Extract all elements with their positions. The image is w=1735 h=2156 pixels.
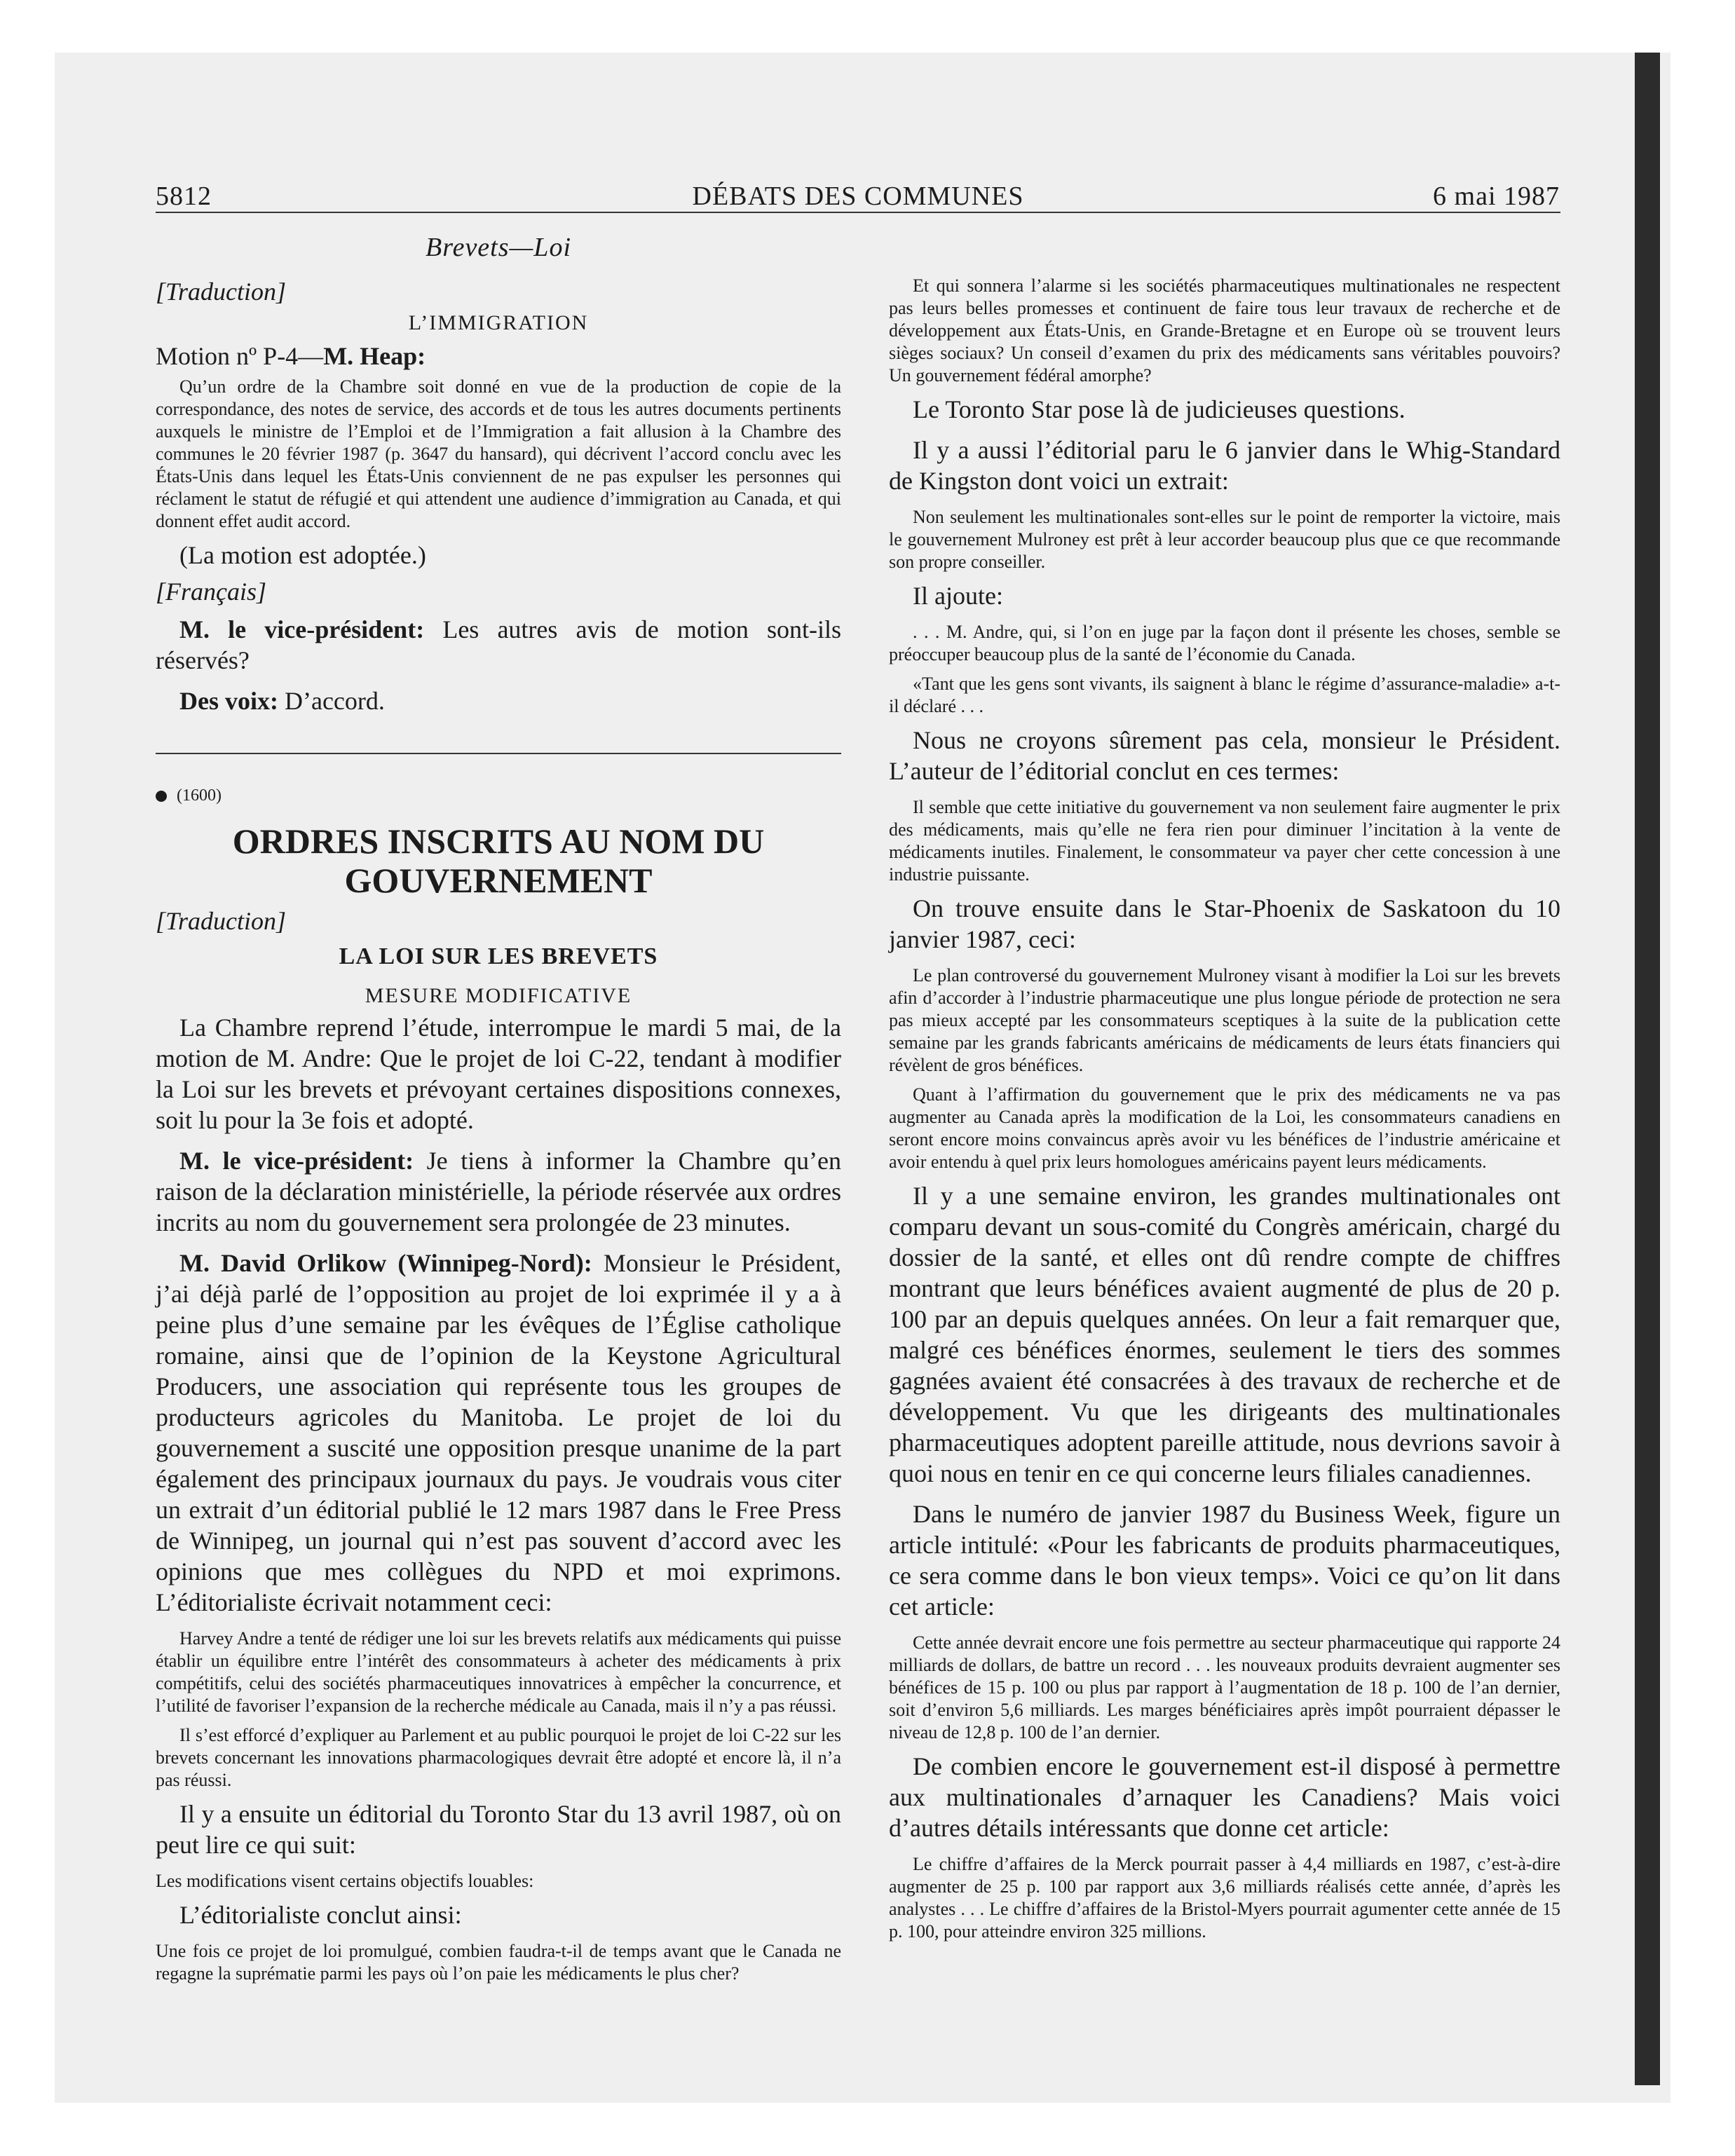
quote-cette-annee: Cette année devrait encore une fois permettre au secteur pharmaceutique qui rapporte 24 milliards de dollars, de battre un record . . . les nouveaux produits devraient augmenter ses bénéfices de 15 p. 100 ou plus par rapport à l’augmentation de 18 p. 100 de l’an dernier, soit d’environ 5,6 milliards. Les marges bénéficiaires après impôt pourraient dépasser le niveau de 12,8 p. 100 de l’an dernier. [889, 1632, 1560, 1742]
motion-speaker: M. Heap: [323, 342, 426, 370]
orders-heading: ORDRES INSCRITS AU NOM DU GOUVERNEMENT [232, 821, 765, 900]
running-head: Brevets—Loi [425, 233, 571, 262]
paragraph-combien: De combien encore le gouvernement est-il disposé à permettre aux multinationales d’arnaquer les Canadiens? Mais voici d’autres détails intéressants que donne cet article: [889, 1752, 1560, 1842]
quote-merck: Le chiffre d’affaires de la Merck pourrait passer à 4,4 milliards en 1987, c’est-à-dire augmenter de 25 p. 100 par rapport aux 3,6 milliards réalisés cette année, d’après les analystes . . . Le chiffre d’affaires de la Bristol-Myers pourrait agumenter cette année de 15 p. 100, pour atteindre environ 325 millions. [889, 1854, 1560, 1942]
quote-efforce: Il s’est efforcé d’expliquer au Parlement et au public pourquoi le projet de loi C-22 sur les brevets concernant les innovations pharmacologiques devrait être adopté et encore là, il n’a pas réussi. [156, 1725, 841, 1790]
quote-andre: . . . M. Andre, qui, si l’on en juge par la façon dont il présente les choses, semble se préoccuper beaucoup plus de la santé de l’économie du Canada. [889, 622, 1560, 664]
motion-text: Qu’un ordre de la Chambre soit donné en vue de la production de copie de la correspondance, des notes de service, des accords et de tous les autres documents pertinents auxquels le ministre de l’Emploi et de l’Immigration a fait allusion à la Chambre des communes le 20 février 1987 (p. 3647 du hansard), qui décrivent l’accord conclu avec les États-Unis dans lequel les États-Unis conviennent de ne pas expulser les personnes qui réclament le statut de réfugié et qui attendent une audience d’immigration au Canada, et qui donnent effet audit accord. [156, 376, 841, 531]
quote-quant: Quant à l’affirmation du gouvernement que le prix des médicaments ne va pas augmenter au Canada après la modification de la Loi, les consommateurs canadiens en seront encore moins convaincus après avoir vu les bénéfices de l’industrie américaine et avoir entendu à quel prix leurs homologues américains payent leurs médicaments. [889, 1084, 1560, 1172]
quote-semble: Il semble que cette initiative du gouvernement va non seulement faire augmenter le prix des médicaments, mais qu’elle ne fera rien pour diminuer l’incitation à la vente de médicaments inutiles. Finalement, le consommateur va payer cher cette concession à une industrie puissante. [889, 797, 1560, 885]
bill-subheading: MESURE MODIFICATIVE [365, 984, 632, 1007]
quote-harvey: Harvey Andre a tenté de rédiger une loi sur les brevets relatifs aux médicaments qui puisse établir un équilibre entre l’intérêt des consommateurs à acheter des médicaments à prix compétitifs, celui des sociétés pharmaceutiques innovatrices à empêcher la concurrence, et l’utilité de favoriser l’expansion de la recherche médicale au Canada, mais il n’y a pas réussi. [156, 1628, 841, 1716]
page-date: 6 mai 1987 [1433, 182, 1560, 211]
paragraph-croyons: Nous ne croyons sûrement pas cela, monsieur le Président. L’auteur de l’éditorial conclut en ces termes: [889, 726, 1560, 785]
speech-text: D’accord. [278, 687, 385, 715]
time-marker [156, 785, 841, 806]
header-rule [156, 212, 1560, 213]
speaker-label: Des voix: [179, 687, 278, 715]
paragraph-ajoute: Il ajoute: [913, 582, 1003, 610]
orlikow-speech [156, 1248, 841, 1618]
speaker-label: M. David Orlikow (Winnipeg-Nord): [179, 1249, 592, 1277]
quote-tant: «Tant que les gens sont vivants, ils saignent à blanc le régime d’assurance-maladie» a-t-il déclaré . . . [889, 674, 1560, 716]
paragraph-star-phoenix: On trouve ensuite dans le Star-Phoenix de Saskatoon du 10 janvier 1987, ceci: [889, 894, 1560, 953]
quote-non-seulement: Non seulement les multinationales sont-elles sur le point de remporter la victoire, mais le gouvernement Mulroney est prêt à leur accorder beaucoup plus que ce que recommande son propre conseiller. [889, 507, 1560, 572]
binding-edge [1635, 53, 1660, 2085]
quote-plan: Le plan controversé du gouvernement Mulroney visant à modifier la Loi sur les brevets afin d’accorder à l’industrie pharmaceutique une plus longue période de protection ne sera pas mieux accepté par les consommateurs sceptiques à la suite de la publication cette semaine par les grands fabricants américains de médicaments de leurs états financiers qui révèlent de gros bénéfices. [889, 965, 1560, 1075]
voix-remark [156, 685, 841, 716]
paragraph-conclut: L’éditorialiste conclut ainsi: [179, 1901, 462, 1929]
bullet-icon [156, 791, 167, 802]
paragraph-chambre: La Chambre reprend l’étude, interrompue le mardi 5 mai, de la motion de M. Andre: Que le projet de loi C-22, tendant à modifier la Loi sur les brevets et prévoyant certaines dispositions connexes, soit lu pour la 3e fois et adopté. [156, 1014, 841, 1134]
paragraph-semaine: Il y a une semaine environ, les grandes multinationales ont comparu devant un sous-comité du Congrès américain, chargé du dossier de la santé, et elles ont dû rendre compte de chiffres montrant que leurs bénéfices avaient augmenté de plus de 20 p. 100 par an depuis quelques années. On leur a fait remarquer que, malgré ces bénéfices énormes, seulement le tiers des sommes gagnées avaient été consacrées à des travaux de recherche et de développement. Vu que les dirigeants des multinationales pharmaceutiques adoptent pareille attitude, nous devrions savoir à quoi nous en tenir en ce qui concerne leurs filiales canadiennes. [889, 1182, 1560, 1487]
paragraph-business-week: Dans le numéro de janvier 1987 du Business Week, figure un article intitulé: «Pour les fabricants de produits pharmaceutiques, ce sera comme dans le bon vieux temps». Voici ce qu’on lit dans cet article: [889, 1500, 1560, 1621]
section-divider [156, 753, 841, 754]
motion-adopted: (La motion est adoptée.) [179, 541, 426, 569]
quote-une-fois: Une fois ce projet de loi promulgué, combien faudra-t-il de temps avant que le Canada ne regagne la suprématie parmi les pays où l’on paie les médicaments le plus cher? [156, 1941, 841, 1984]
time-text: (1600) [177, 786, 222, 805]
right-column [889, 275, 1560, 1950]
publication-title: DÉBATS DES COMMUNES [692, 182, 1024, 211]
paragraph-toronto-star: Le Toronto Star pose là de judicieuses questions. [913, 395, 1406, 423]
speech-text: Les autres avis de motion sont-ils réservés? [156, 615, 841, 674]
bill-heading: LA LOI SUR LES BREVETS [339, 943, 658, 969]
quote-alarme: Et qui sonnera l’alarme si les sociétés pharmaceutiques multinationales ne respectent pas leurs belles promesses et continuent de faire tous leur travaux de recherche et de développement aux États-Unis, en Grande-Bretagne et en Europe où se trouvent leurs sièges sociaux? Un conseil d’examen du prix des médicaments sans véritables pouvoirs? Un gouvernement fédéral amorphe? [889, 275, 1560, 386]
speaker-label: M. le vice-président: [179, 615, 425, 643]
speech-text: Monsieur le Président, j’ai déjà parlé de l’opposition au projet de loi exprimée il y a à peine plus d’une semaine par les évêques de l’Église catholique romaine, ainsi que de l’opinion de la Keystone Agricultural Producers, une association qui représente tous les groupes de producteurs agricoles du Manitoba. Le projet de loi du gouvernement a suscité une opposition presque unanime de la part également des principaux journaux du pays. Je voudrais vous citer un extrait d’un éditorial publié le 12 mars 1987 dans le Free Press de Winnipeg, un journal qui n’est pas souvent d’accord avec les opinions que mes collègues du NPD et moi exprimons. L’éditorialiste écrivait notamment ceci: [156, 1249, 841, 1616]
vp-remark-2 [156, 1145, 841, 1238]
left-column [156, 231, 841, 1992]
quote-modifications: Les modifications visent certains objectifs louables: [156, 1871, 534, 1891]
traduction-note: [Traduction] [156, 278, 287, 306]
motion-title [156, 341, 841, 371]
speech-text: Je tiens à informer la Chambre qu’en raison de la déclaration ministérielle, la période réservée aux ordres incrits au nom du gouvernement sera prolongée de 23 minutes. [156, 1147, 841, 1236]
paragraph-whig: Il y a aussi l’éditorial paru le 6 janvier dans le Whig-Standard de Kingston dont voici un extrait: [889, 436, 1560, 495]
page-number: 5812 [156, 182, 212, 211]
paragraph-toronto: Il y a ensuite un éditorial du Toronto Star du 13 avril 1987, où on peut lire ce qui suit: [156, 1800, 841, 1859]
motion-label: Motion nº P-4— [156, 342, 324, 370]
vp-remark-1 [156, 614, 841, 676]
speaker-label: M. le vice-président: [179, 1147, 414, 1175]
traduction-note-2: [Traduction] [156, 907, 287, 935]
francais-note: [Français] [156, 578, 267, 606]
section-heading-immigration: L’IMMIGRATION [408, 311, 589, 334]
